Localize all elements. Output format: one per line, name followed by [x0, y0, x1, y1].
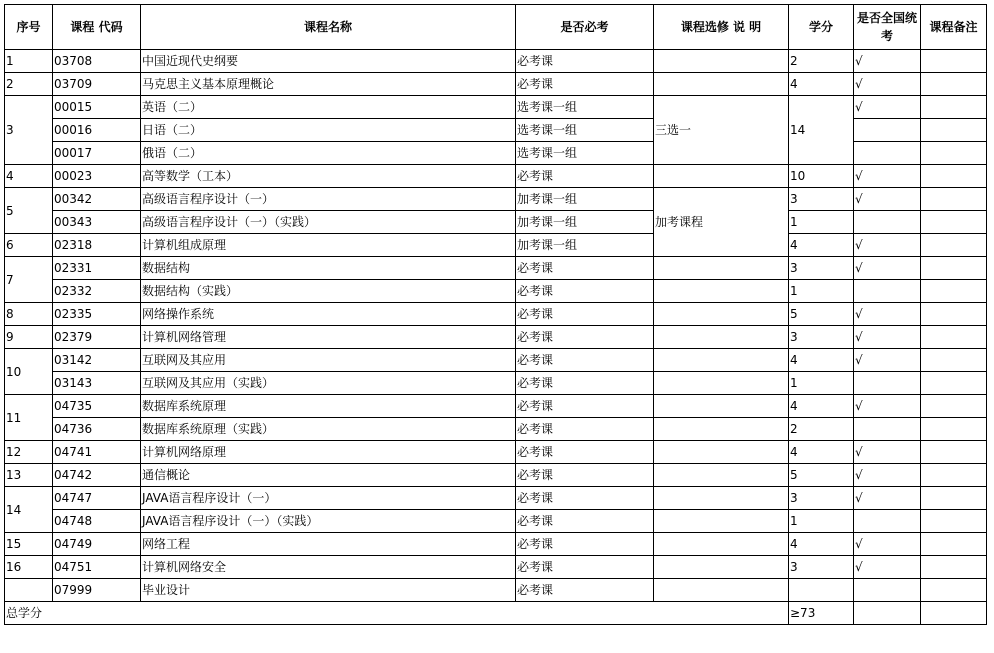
national-exam-cell: √ [854, 96, 921, 119]
table-row [5, 441, 987, 464]
table-row [5, 165, 987, 188]
code-cell: 02318 [53, 234, 141, 257]
seq-cell: 13 [5, 464, 53, 487]
table-row [5, 464, 987, 487]
credit-cell: 3 [789, 326, 854, 349]
note-cell [654, 464, 789, 487]
note-cell [654, 579, 789, 602]
code-cell: 02335 [53, 303, 141, 326]
seq-cell: 8 [5, 303, 53, 326]
credit-cell: 1 [789, 372, 854, 395]
total-row [5, 602, 987, 625]
header-name: 课程名称 [141, 5, 516, 50]
code-cell: 00016 [53, 119, 141, 142]
national-exam-cell [854, 579, 921, 602]
total-label: 总学分 [5, 602, 789, 625]
remark-cell [921, 73, 987, 96]
note-cell [654, 556, 789, 579]
note-cell [654, 257, 789, 280]
note-cell [654, 349, 789, 372]
table-row [5, 257, 987, 280]
code-cell: 03143 [53, 372, 141, 395]
name-cell: 俄语（二） [141, 142, 516, 165]
name-cell: JAVA语言程序设计（一）（实践） [141, 510, 516, 533]
header-remark: 课程备注 [921, 5, 987, 50]
remark-cell [921, 96, 987, 119]
table-row [5, 188, 987, 211]
seq-cell: 14 [5, 487, 53, 533]
code-cell: 04736 [53, 418, 141, 441]
national-exam-cell: √ [854, 73, 921, 96]
type-cell: 加考课一组 [516, 234, 654, 257]
remark-cell [921, 349, 987, 372]
table-row [5, 533, 987, 556]
code-cell: 00023 [53, 165, 141, 188]
type-cell: 必考课 [516, 50, 654, 73]
header-code: 课程 代码 [53, 5, 141, 50]
code-cell: 04735 [53, 395, 141, 418]
note-cell [654, 533, 789, 556]
type-cell: 必考课 [516, 464, 654, 487]
seq-cell: 10 [5, 349, 53, 395]
name-cell: 通信概论 [141, 464, 516, 487]
credit-cell [789, 579, 854, 602]
remark-cell [921, 372, 987, 395]
code-cell: 02331 [53, 257, 141, 280]
table-row [5, 303, 987, 326]
name-cell: 日语（二） [141, 119, 516, 142]
credit-cell: 10 [789, 165, 854, 188]
credit-cell: 5 [789, 303, 854, 326]
national-exam-cell: √ [854, 50, 921, 73]
name-cell: 计算机网络管理 [141, 326, 516, 349]
table-row [5, 234, 987, 257]
credit-cell: 4 [789, 441, 854, 464]
code-cell: 04747 [53, 487, 141, 510]
seq-cell: 12 [5, 441, 53, 464]
name-cell: 计算机网络原理 [141, 441, 516, 464]
seq-cell: 4 [5, 165, 53, 188]
name-cell: 计算机网络安全 [141, 556, 516, 579]
remark-cell [921, 579, 987, 602]
credit-cell: 1 [789, 280, 854, 303]
name-cell: 英语（二） [141, 96, 516, 119]
header-required: 是否必考 [516, 5, 654, 50]
credit-cell: 5 [789, 464, 854, 487]
note-cell [654, 326, 789, 349]
national-exam-cell [854, 418, 921, 441]
credit-cell: 4 [789, 73, 854, 96]
note-cell [654, 73, 789, 96]
note-cell-extra-courses: 加考课程 [654, 188, 789, 257]
header-seq: 序号 [5, 5, 53, 50]
national-exam-cell [854, 372, 921, 395]
national-exam-cell: √ [854, 257, 921, 280]
credit-cell: 3 [789, 556, 854, 579]
name-cell: 高级语言程序设计（一）（实践） [141, 211, 516, 234]
type-cell: 必考课 [516, 510, 654, 533]
national-exam-cell: √ [854, 441, 921, 464]
seq-cell: 7 [5, 257, 53, 303]
type-cell: 必考课 [516, 441, 654, 464]
seq-cell: 1 [5, 50, 53, 73]
code-cell: 04749 [53, 533, 141, 556]
remark-cell [921, 188, 987, 211]
name-cell: 高级语言程序设计（一） [141, 188, 516, 211]
credit-cell: 4 [789, 533, 854, 556]
name-cell: 马克思主义基本原理概论 [141, 73, 516, 96]
credit-cell: 3 [789, 257, 854, 280]
national-exam-cell: √ [854, 234, 921, 257]
remark-cell [921, 303, 987, 326]
code-cell: 00015 [53, 96, 141, 119]
name-cell: 中国近现代史纲要 [141, 50, 516, 73]
national-exam-cell [854, 211, 921, 234]
type-cell: 必考课 [516, 257, 654, 280]
seq-cell: 15 [5, 533, 53, 556]
header-credit: 学分 [789, 5, 854, 50]
credit-cell: 1 [789, 211, 854, 234]
remark-cell [921, 556, 987, 579]
type-cell: 必考课 [516, 349, 654, 372]
credit-cell: 2 [789, 418, 854, 441]
national-exam-cell [854, 510, 921, 533]
type-cell: 选考课一组 [516, 96, 654, 119]
type-cell: 选考课一组 [516, 142, 654, 165]
note-cell [654, 280, 789, 303]
name-cell: 计算机组成原理 [141, 234, 516, 257]
code-cell: 02332 [53, 280, 141, 303]
code-cell: 04751 [53, 556, 141, 579]
name-cell: 网络工程 [141, 533, 516, 556]
credit-cell: 4 [789, 395, 854, 418]
remark-cell [921, 165, 987, 188]
name-cell: JAVA语言程序设计（一） [141, 487, 516, 510]
type-cell: 加考课一组 [516, 211, 654, 234]
name-cell: 网络操作系统 [141, 303, 516, 326]
code-cell: 04741 [53, 441, 141, 464]
table-row [5, 211, 987, 234]
name-cell: 互联网及其应用 [141, 349, 516, 372]
seq-cell: 6 [5, 234, 53, 257]
note-cell-choose-one: 三选一 [654, 96, 789, 165]
type-cell: 必考课 [516, 165, 654, 188]
seq-cell: 11 [5, 395, 53, 441]
note-cell [654, 487, 789, 510]
note-cell [654, 372, 789, 395]
total-credit-value: ≥73 [789, 602, 854, 625]
remark-cell [921, 441, 987, 464]
type-cell: 必考课 [516, 73, 654, 96]
code-cell: 00342 [53, 188, 141, 211]
name-cell: 毕业设计 [141, 579, 516, 602]
note-cell [654, 50, 789, 73]
type-cell: 必考课 [516, 556, 654, 579]
code-cell: 03708 [53, 50, 141, 73]
table-row [5, 326, 987, 349]
total-remark-cell [921, 602, 987, 625]
seq-cell: 5 [5, 188, 53, 234]
remark-cell [921, 395, 987, 418]
table-row [5, 50, 987, 73]
name-cell: 数据库系统原理 [141, 395, 516, 418]
type-cell: 必考课 [516, 326, 654, 349]
credit-cell: 3 [789, 487, 854, 510]
code-cell: 02379 [53, 326, 141, 349]
remark-cell [921, 211, 987, 234]
code-cell: 04742 [53, 464, 141, 487]
seq-cell: 2 [5, 73, 53, 96]
national-exam-cell: √ [854, 188, 921, 211]
credit-cell: 4 [789, 234, 854, 257]
table-row [5, 556, 987, 579]
note-cell [654, 510, 789, 533]
remark-cell [921, 142, 987, 165]
code-cell: 00343 [53, 211, 141, 234]
credit-cell: 14 [789, 96, 854, 165]
type-cell: 必考课 [516, 372, 654, 395]
type-cell: 加考课一组 [516, 188, 654, 211]
total-national-exam-cell [854, 602, 921, 625]
type-cell: 必考课 [516, 533, 654, 556]
note-cell [654, 165, 789, 188]
note-cell [654, 418, 789, 441]
code-cell: 03709 [53, 73, 141, 96]
national-exam-cell: √ [854, 349, 921, 372]
table-row [5, 372, 987, 395]
table-row [5, 487, 987, 510]
seq-cell [5, 579, 53, 602]
national-exam-cell: √ [854, 165, 921, 188]
note-cell [654, 441, 789, 464]
note-cell [654, 395, 789, 418]
seq-cell: 16 [5, 556, 53, 579]
table-row [5, 579, 987, 602]
national-exam-cell: √ [854, 395, 921, 418]
table-row [5, 349, 987, 372]
remark-cell [921, 510, 987, 533]
national-exam-cell [854, 119, 921, 142]
code-cell: 07999 [53, 579, 141, 602]
seq-cell: 3 [5, 96, 53, 165]
remark-cell [921, 487, 987, 510]
credit-cell: 4 [789, 349, 854, 372]
header-row [5, 5, 987, 50]
national-exam-cell [854, 142, 921, 165]
national-exam-cell [854, 280, 921, 303]
name-cell: 数据库系统原理（实践） [141, 418, 516, 441]
remark-cell [921, 50, 987, 73]
header-national-exam: 是否全国统考 [854, 5, 921, 50]
remark-cell [921, 326, 987, 349]
type-cell: 必考课 [516, 303, 654, 326]
table-row [5, 96, 987, 119]
table-row [5, 73, 987, 96]
header-elective-note: 课程选修 说 明 [654, 5, 789, 50]
name-cell: 数据结构 [141, 257, 516, 280]
type-cell: 必考课 [516, 418, 654, 441]
remark-cell [921, 533, 987, 556]
seq-cell: 9 [5, 326, 53, 349]
table-row [5, 418, 987, 441]
remark-cell [921, 119, 987, 142]
national-exam-cell: √ [854, 533, 921, 556]
name-cell: 数据结构（实践） [141, 280, 516, 303]
code-cell: 04748 [53, 510, 141, 533]
type-cell: 必考课 [516, 280, 654, 303]
national-exam-cell: √ [854, 487, 921, 510]
remark-cell [921, 418, 987, 441]
remark-cell [921, 280, 987, 303]
type-cell: 必考课 [516, 487, 654, 510]
remark-cell [921, 464, 987, 487]
code-cell: 03142 [53, 349, 141, 372]
national-exam-cell: √ [854, 464, 921, 487]
national-exam-cell: √ [854, 556, 921, 579]
credit-cell: 1 [789, 510, 854, 533]
credit-cell: 3 [789, 188, 854, 211]
type-cell: 必考课 [516, 395, 654, 418]
national-exam-cell: √ [854, 303, 921, 326]
credit-cell: 2 [789, 50, 854, 73]
remark-cell [921, 257, 987, 280]
note-cell [654, 303, 789, 326]
remark-cell [921, 234, 987, 257]
table-row [5, 395, 987, 418]
table-row [5, 280, 987, 303]
table-row [5, 510, 987, 533]
code-cell: 00017 [53, 142, 141, 165]
name-cell: 互联网及其应用（实践） [141, 372, 516, 395]
type-cell: 必考课 [516, 579, 654, 602]
national-exam-cell: √ [854, 326, 921, 349]
course-table [4, 4, 987, 625]
name-cell: 高等数学（工本） [141, 165, 516, 188]
type-cell: 选考课一组 [516, 119, 654, 142]
